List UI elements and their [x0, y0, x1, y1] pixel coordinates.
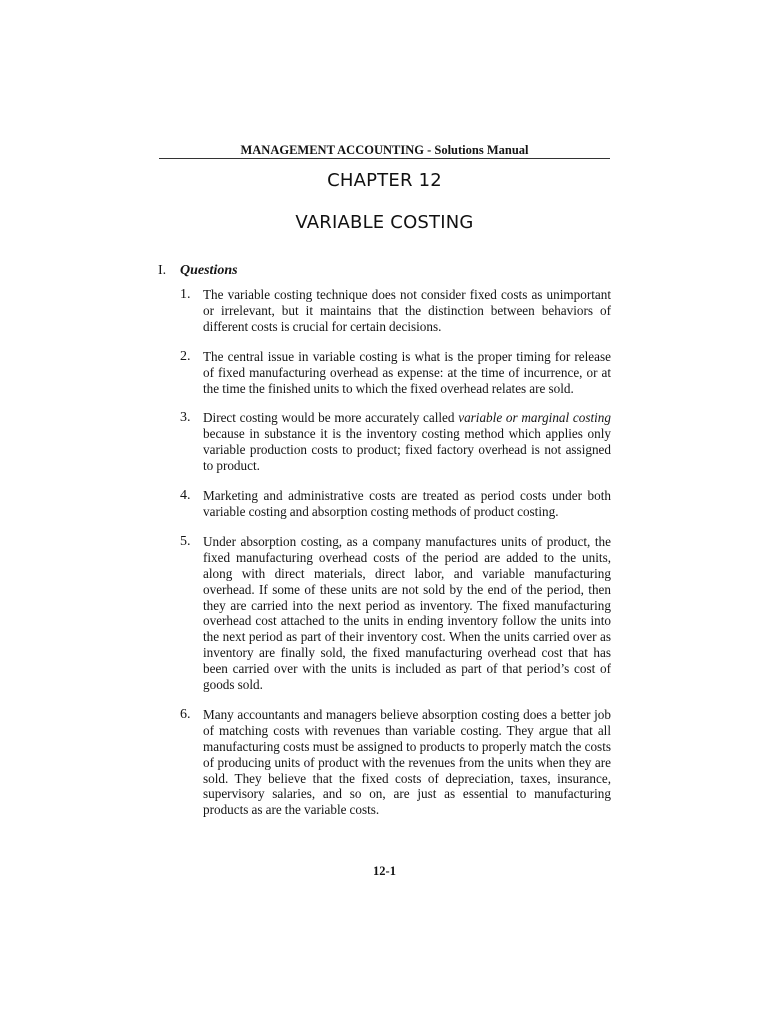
- section-heading: [158, 262, 238, 280]
- chapter-number: CHAPTER 12: [327, 170, 442, 191]
- section-title: Questions: [180, 263, 238, 278]
- question-item: [180, 488, 611, 520]
- question-text: Many accountants and managers believe absorption costing does a better job of matching costs with revenues than variable costing. They argue that all manufacturing costs must be assigned to products to properly match the costs of producing units of product with the revenues from the units when they are sold. They believe that the fixed costs of depreciation, taxes, insurance, supervisory salaries, and so on, are just as essential to manufacturing products as are the variable costs.: [203, 706, 611, 818]
- running-header-separator: -: [427, 143, 432, 157]
- running-header-title: MANAGEMENT ACCOUNTING: [240, 143, 424, 157]
- question-text: The central issue in variable costing is what is the proper timing for release of fixed manufacturing overhead as expense: at the time of incurrence, or at the time the finished units to which the fixed overhead relates are sold.: [203, 348, 611, 396]
- page-number: 12-1: [373, 864, 396, 878]
- question-text: The variable costing technique does not consider fixed costs as unimportant or irrelevant, but it maintains that the distinction between behaviors of different costs is crucial for certain decisions.: [203, 287, 611, 334]
- question-text-emphasis: variable or marginal costing: [458, 410, 611, 426]
- question-number: 4.: [180, 488, 191, 504]
- question-number: 6.: [180, 706, 191, 722]
- question-item: [180, 534, 611, 693]
- question-number: 2.: [180, 348, 191, 364]
- question-item: [180, 349, 611, 397]
- chapter-title: VARIABLE COSTING: [295, 212, 474, 233]
- header-rule: [159, 158, 610, 159]
- question-item: [180, 410, 611, 474]
- question-text-tail: because in substance it is the inventory costing method which applies only variable production costs to product; fixed factory overhead is not assigned to product.: [203, 426, 611, 474]
- section-numeral: I.: [158, 263, 167, 278]
- question-number: 5.: [180, 533, 191, 549]
- question-item: [180, 707, 611, 818]
- questions-list: [180, 287, 611, 832]
- question-item: [180, 287, 611, 335]
- question-text-lead: Direct costing would be more accurately called: [203, 410, 459, 426]
- running-header: [159, 142, 610, 158]
- question-text: Marketing and administrative costs are treated as period costs under both variable costing and absorption costing methods of product costing.: [203, 488, 611, 519]
- question-text: Under absorption costing, as a company manufactures units of product, the fixed manufacturing overhead costs of the period are added to the units, along with direct materials, direct labor, and variable manufacturing overhead. If some of these units are not sold by the end of the period, then they are carried into the next period as inventory. The fixed manufacturing overhead cost attached to the units in ending inventory follow the units into the next period as part of their inventory cost. When the units carried over as inventory are finally sold, the fixed manufacturing overhead cost that has been carried over with the units is included as part of that period’s cost of goods sold.: [203, 533, 611, 693]
- question-text: [203, 410, 611, 474]
- question-number: 1.: [180, 287, 191, 302]
- running-header-subtitle: Solutions Manual: [434, 143, 529, 157]
- question-number: 3.: [180, 410, 191, 426]
